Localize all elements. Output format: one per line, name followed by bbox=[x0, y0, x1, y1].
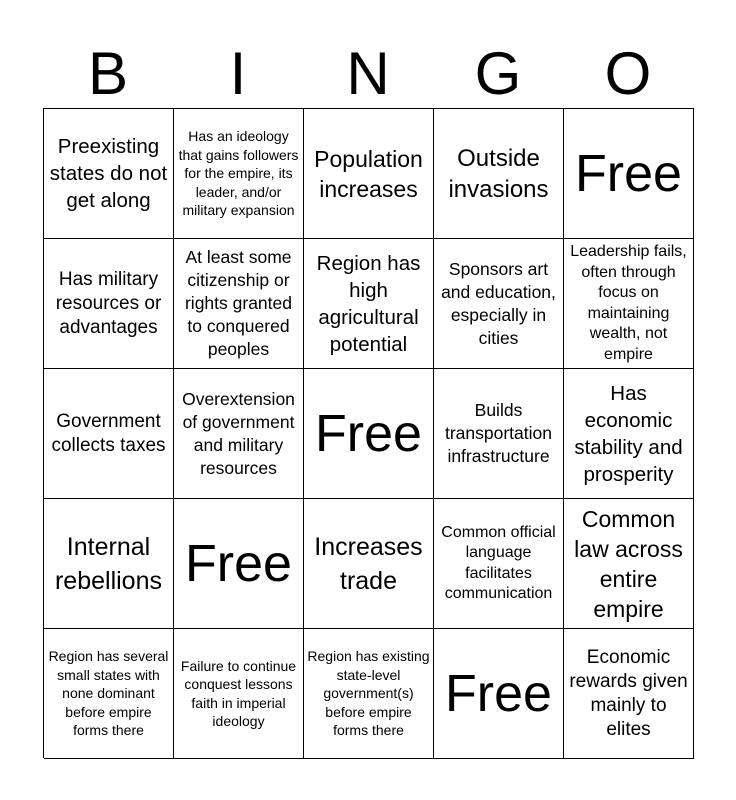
cell-text: Has economic stability and prosperity bbox=[574, 381, 683, 486]
cell-text: Population increases bbox=[314, 145, 423, 202]
bingo-cell-r5-c2[interactable] bbox=[174, 629, 304, 759]
bingo-cell-free-r1-c5[interactable] bbox=[564, 109, 694, 239]
bingo-cell-r3-c1[interactable] bbox=[44, 369, 174, 499]
bingo-cell-r4-c1[interactable] bbox=[44, 499, 174, 629]
cell-text: Government collects taxes bbox=[51, 410, 166, 456]
header-letter-i: I bbox=[229, 40, 247, 107]
bingo-cell-r4-c3[interactable] bbox=[304, 499, 434, 629]
bingo-cell-r5-c5[interactable] bbox=[564, 629, 694, 759]
bingo-cell-r3-c2[interactable] bbox=[174, 369, 304, 499]
bingo-cell-r3-c5[interactable] bbox=[564, 369, 694, 499]
cell-text: Builds transportation infrastructure bbox=[444, 400, 552, 466]
bingo-cell-r1-c4[interactable] bbox=[434, 109, 564, 239]
bingo-cell-r4-c4[interactable] bbox=[434, 499, 564, 629]
bingo-cell-r2-c4[interactable] bbox=[434, 239, 564, 369]
free-space-label: Free bbox=[185, 534, 292, 593]
header-letter-g: G bbox=[474, 40, 522, 107]
bingo-cell-r5-c3[interactable] bbox=[304, 629, 434, 759]
bingo-cell-r2-c1[interactable] bbox=[44, 239, 174, 369]
cell-text: Internal rebellions bbox=[54, 532, 162, 595]
bingo-cell-r2-c2[interactable] bbox=[174, 239, 304, 369]
header-letter-n: N bbox=[346, 40, 390, 107]
cell-text: Failure to continue conquest lessons faith in imperial ideology bbox=[180, 657, 297, 729]
cell-text: Leadership fails, often through focus on maintaining wealth, not empire bbox=[570, 243, 687, 363]
bingo-cell-r3-c4[interactable] bbox=[434, 369, 564, 499]
cell-text: Has an ideology that gains followers for the empire, its leader, and/or military expansion bbox=[178, 128, 299, 219]
bingo-header bbox=[43, 40, 693, 108]
free-space-label: Free bbox=[445, 664, 552, 723]
bingo-cell-free-r3-c3[interactable] bbox=[304, 369, 434, 499]
bingo-board bbox=[43, 108, 694, 758]
cell-text: Common official language facilitates communication bbox=[441, 523, 556, 602]
header-letter-b: B bbox=[87, 40, 129, 107]
bingo-cell-r1-c2[interactable] bbox=[174, 109, 304, 239]
header-letter-o: O bbox=[604, 40, 652, 107]
bingo-cell-r1-c1[interactable] bbox=[44, 109, 174, 239]
cell-text: Outside invasions bbox=[448, 144, 549, 203]
free-space-label: Free bbox=[315, 404, 422, 463]
free-space-label: Free bbox=[575, 144, 682, 203]
cell-text: At least some citizenship or rights granted to conquered peoples bbox=[184, 247, 292, 359]
cell-text: Overextension of government and military resources bbox=[182, 388, 295, 478]
bingo-cell-r5-c1[interactable] bbox=[44, 629, 174, 759]
cell-text: Region has high agricultural potential bbox=[316, 251, 421, 356]
bingo-cell-r2-c3[interactable] bbox=[304, 239, 434, 369]
bingo-cell-free-r5-c4[interactable] bbox=[434, 629, 564, 759]
cell-text: Has military resources or advantages bbox=[55, 268, 162, 338]
cell-text: Economic rewards given mainly to elites bbox=[569, 646, 688, 740]
cell-text: Increases trade bbox=[314, 532, 423, 595]
cell-text: Common law across entire empire bbox=[574, 505, 683, 622]
cell-text: Preexisting states do not get along bbox=[49, 135, 168, 212]
cell-text: Region has several small states with none dominant before empire forms there bbox=[48, 648, 169, 739]
bingo-cell-r1-c3[interactable] bbox=[304, 109, 434, 239]
bingo-cell-r4-c5[interactable] bbox=[564, 499, 694, 629]
cell-text: Region has existing state-level government(s) before empire forms there bbox=[307, 648, 430, 739]
bingo-cell-free-r4-c2[interactable] bbox=[174, 499, 304, 629]
bingo-cell-r2-c5[interactable] bbox=[564, 239, 694, 369]
cell-text: Sponsors art and education, especially in cities bbox=[441, 258, 556, 348]
